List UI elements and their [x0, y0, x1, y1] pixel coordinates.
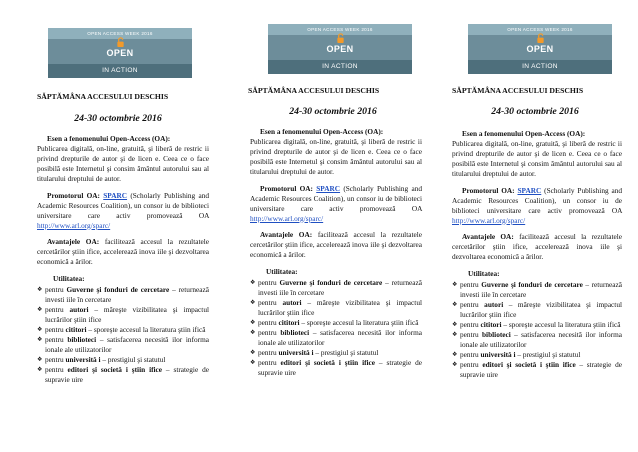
leaflet-body [37, 134, 209, 385]
promoter-name: SPARC [103, 190, 128, 200]
list-item: ❖ pentru Guverne şi fonduri de cercetare – returnează investi iile în cercetare [37, 284, 209, 304]
open-lock-icon [336, 33, 345, 44]
leaflet-body [452, 129, 622, 380]
diamond-bullet-icon: ❖ [250, 349, 256, 356]
diamond-bullet-icon: ❖ [452, 321, 458, 328]
intro-text: Publicarea digitală, on-line, gratuită, şi liberă de restric ii privind drepturile de autor şi de licen e. Ceea ce o face posibilă este Internetul şi consim ământul autorului sau al titularului dreptului de autor. [452, 139, 622, 178]
diamond-bullet-icon: ❖ [250, 359, 256, 366]
diamond-bullet-icon: ❖ [452, 351, 458, 358]
diamond-bullet-icon: ❖ [250, 319, 256, 326]
diamond-bullet-icon: ❖ [452, 281, 458, 288]
utility-title: Utilitatea: [53, 273, 85, 283]
banner-action-text: IN ACTION [468, 60, 612, 74]
week-date: 24-30 octombrie 2016 [491, 106, 579, 117]
open-access-banner [48, 28, 192, 78]
utility-title: Utilitatea: [266, 266, 298, 276]
intro-title: Esen a fenomenului Open-Access (OA): [260, 127, 384, 136]
diamond-bullet-icon: ❖ [37, 326, 43, 333]
utility-list [250, 278, 422, 378]
intro-title: Esen a fenomenului Open-Access (OA): [47, 134, 171, 143]
banner-action-text: IN ACTION [268, 60, 412, 74]
leaflet-column-2 [230, 0, 423, 452]
banner-top-text: OPEN ACCESS WEEK 2016 [268, 24, 412, 35]
list-item: ❖ pentru cititori – sporeşte accesul la literatura ştiin ifică [250, 317, 419, 327]
promoter-name: SPARC [316, 183, 341, 193]
diamond-bullet-icon: ❖ [37, 336, 43, 343]
banner-open-word: OPEN [526, 44, 554, 54]
open-access-banner [468, 24, 612, 74]
diamond-bullet-icon: ❖ [250, 299, 256, 306]
leaflet-body [250, 127, 422, 378]
diamond-bullet-icon: ❖ [452, 301, 458, 308]
list-item: ❖ pentru cititori – sporeşte accesul la literatura ştiin ifică [37, 324, 206, 334]
diamond-bullet-icon: ❖ [37, 286, 43, 293]
week-date: 24-30 octombrie 2016 [74, 113, 162, 124]
promoter-label: Promotorul OA: [260, 183, 313, 193]
diamond-bullet-icon: ❖ [37, 306, 43, 313]
utility-list [452, 280, 622, 380]
advantages-text: facilitează accesul la rezultatele cercetărilor ştiin ifice, accelerează inova iile şi dezvoltarea economică a ărilor. [250, 230, 423, 259]
diamond-bullet-icon: ❖ [37, 366, 43, 373]
diamond-bullet-icon: ❖ [452, 361, 458, 368]
list-item: ❖ pentru Guverne şi fonduri de cercetare – returnează investi iile în cercetare [452, 279, 622, 299]
advantages-label: Avantajele OA: [260, 230, 313, 239]
list-item: ❖ pentru universită i – prestigiul şi statutul [250, 347, 379, 357]
promoter-text: (Scholarly Publishing and Academic Resources Coalition), un consor iu de biblioteci universitare care activ promovează OA [37, 190, 209, 220]
diamond-bullet-icon: ❖ [37, 356, 43, 363]
banner-top-text: OPEN ACCESS WEEK 2016 [48, 28, 192, 39]
intro-text: Publicarea digitală, on-line, gratuită, şi liberă de restric ii privind drepturile de autor şi de licen e. Ceea ce o face posibilă este Internetul şi consim ământul autorului sau al titularului dreptului de autor. [37, 144, 209, 183]
open-access-banner [268, 24, 412, 74]
diamond-bullet-icon: ❖ [452, 331, 458, 338]
promoter-link[interactable]: http://www.arl.org/sparc/ [250, 213, 324, 223]
banner-top-text: OPEN ACCESS WEEK 2016 [468, 24, 612, 35]
week-heading: SĂPTĂMÂNA ACCESULUI DESCHIS [452, 86, 584, 95]
banner-open-word: OPEN [326, 44, 354, 54]
list-item: ❖ pentru editori şi societă i ştiin ifice – strategie de supravie uire [37, 364, 209, 384]
advantages-text: facilitează accesul la rezultatele cercetărilor ştiin ifice, accelerează inova iile şi dezvoltarea economică a ărilor. [452, 232, 623, 261]
list-item: ❖ pentru editori şi societă i ştiin ifice – strategie de supravie uire [250, 357, 422, 377]
promoter-text: (Scholarly Publishing and Academic Resources Coalition), un consor iu de biblioteci universitare care activ promovează OA [250, 183, 422, 213]
diamond-bullet-icon: ❖ [250, 329, 256, 336]
advantages-text: facilitează accesul la rezultatele cercetărilor ştiin ifice, accelerează inova iile şi dezvoltarea economică a ărilor. [37, 237, 210, 266]
leaflet-column-3 [438, 0, 623, 452]
promoter-link[interactable]: http://www.arl.org/sparc/ [37, 220, 111, 230]
open-lock-icon [116, 37, 125, 48]
banner-action-text: IN ACTION [48, 64, 192, 78]
list-item: ❖ pentru biblioteci – satisfacerea necesită ilor informa ionale ale utilizatorilor [37, 334, 210, 354]
list-item: ❖ pentru autori – măreşte vizibilitatea şi impactul lucrărilor ştiin ifice [452, 299, 622, 319]
list-item: ❖ pentru cititori – sporeşte accesul la literatura ştiin ifică [452, 319, 621, 329]
list-item: ❖ pentru biblioteci – satisfacerea necesită ilor informa ionale ale utilizatorilor [452, 329, 622, 349]
intro-title: Esen a fenomenului Open-Access (OA): [462, 129, 586, 138]
promoter-link[interactable]: http://www.arl.org/sparc/ [452, 215, 526, 225]
list-item: ❖ pentru universită i – prestigiul şi statutul [452, 349, 581, 359]
utility-title: Utilitatea: [468, 268, 500, 278]
promoter-label: Promotorul OA: [47, 190, 100, 200]
list-item: ❖ pentru biblioteci – satisfacerea necesită ilor informa ionale ale utilizatorilor [250, 327, 423, 347]
banner-open-word: OPEN [106, 48, 134, 58]
advantages-label: Avantajele OA: [462, 232, 514, 241]
list-item: ❖ pentru universită i – prestigiul şi statutul [37, 354, 166, 364]
leaflet-column-1 [22, 0, 210, 452]
open-lock-icon [536, 33, 545, 44]
list-item: ❖ pentru autori – măreşte vizibilitatea şi impactul lucrărilor ştiin ifice [250, 297, 422, 317]
list-item: ❖ pentru autori – măreşte vizibilitatea şi impactul lucrărilor ştiin ifice [37, 304, 209, 324]
list-item: ❖ pentru editori şi societă i ştiin ifice – strategie de supravie uire [452, 359, 622, 379]
week-date: 24-30 octombrie 2016 [289, 106, 377, 117]
promoter-label: Promotorul OA: [462, 185, 515, 195]
week-heading: SĂPTĂMÂNA ACCESULUI DESCHIS [37, 92, 169, 101]
week-heading: SĂPTĂMÂNA ACCESULUI DESCHIS [248, 86, 380, 95]
intro-text: Publicarea digitală, on-line, gratuită, şi liberă de restric ii privind drepturile de autor şi de licen e. Ceea ce o face posibilă este Internetul şi consim ământul autorului sau al titularului dreptului de autor. [250, 137, 422, 176]
utility-list [37, 285, 209, 385]
promoter-text: (Scholarly Publishing and Academic Resources Coalition), un consor iu de biblioteci universitare care activ promovează OA [452, 185, 623, 215]
diamond-bullet-icon: ❖ [250, 279, 256, 286]
advantages-label: Avantajele OA: [47, 237, 100, 246]
list-item: ❖ pentru Guverne şi fonduri de cercetare – returnează investi iile în cercetare [250, 277, 422, 297]
promoter-name: SPARC [517, 185, 542, 195]
